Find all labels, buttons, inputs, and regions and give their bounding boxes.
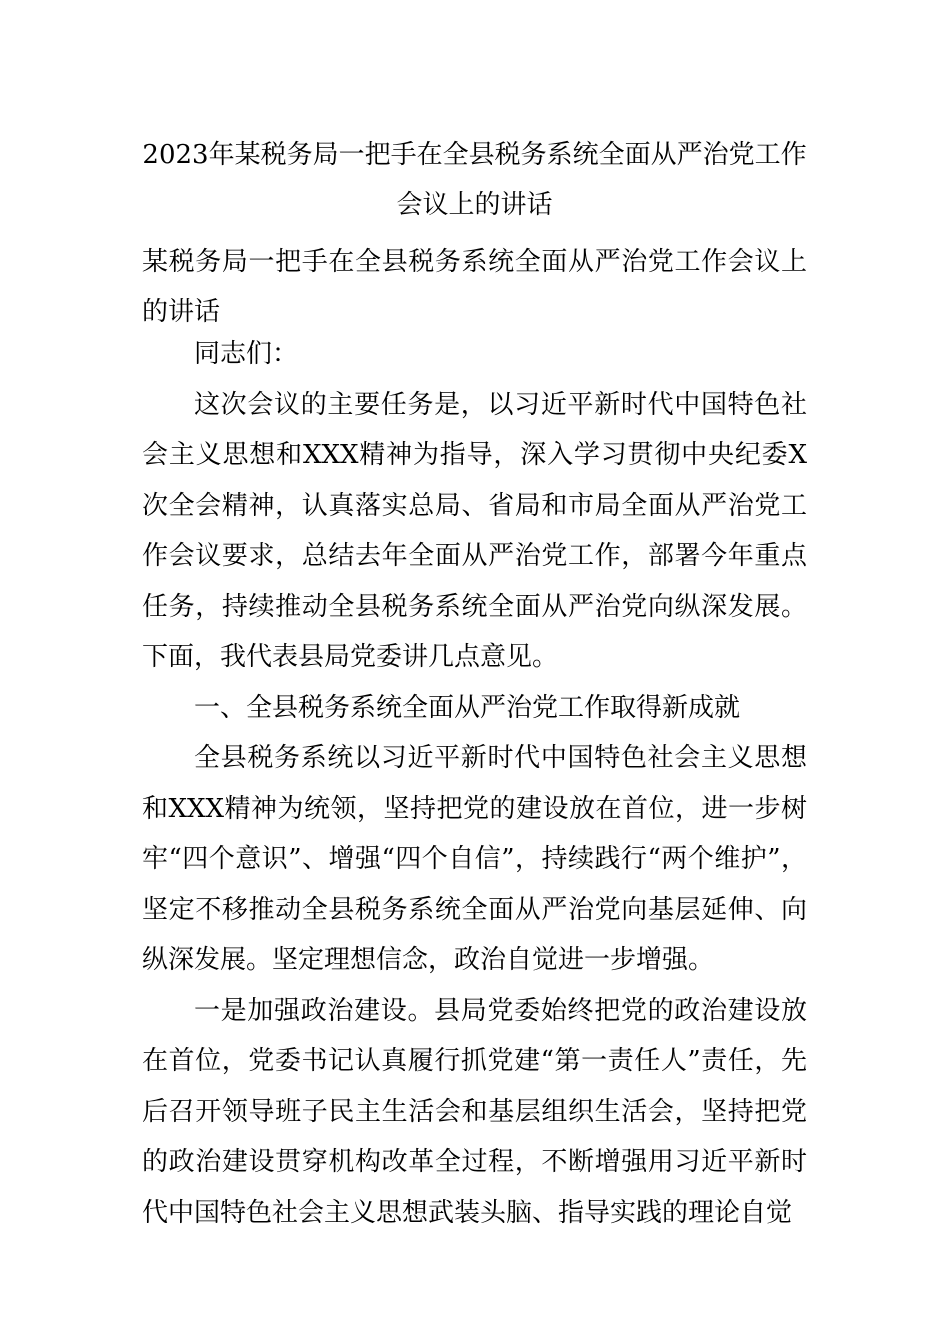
salutation: 同志们： bbox=[194, 339, 299, 369]
paragraph: 这次会议的主要任务是，以习近平新时代中国特色社会主义思想和XXX精神为指导，深入学习贯彻中央纪委X次全会精神，认真落实总局、省局和市局全面从严治党工作会议要求，总结去年全面从严治党工作，部署今年重点任务，持续推动全县税务系统全面从严治党向纵深发展。下面，我代表县局党委讲几点意见。 bbox=[142, 389, 807, 672]
document-body bbox=[142, 329, 807, 1238]
document-subtitle: 某税务局一把手在全县税务系统全面从严治党工作会议上的讲话 bbox=[142, 247, 807, 327]
paragraph: 全县税务系统以习近平新时代中国特色社会主义思想和XXX精神为统领，坚持把党的建设放在首位，进一步树牢“四个意识”、增强“四个自信”，持续践行“两个维护”，坚定不移推动全县税务系统全面从严治党向基层延伸、向纵深发展。坚定理想信念，政治自觉进一步增强。 bbox=[142, 743, 807, 975]
paragraph: 一是加强政治建设。县局党委始终把党的政治建设放在首位，党委书记认真履行抓党建“第一责任人”责任，先后召开领导班子民主生活会和基层组织生活会，坚持把党的政治建设贯穿机构改革全过程，不断增强用习近平新时代中国特色社会主义思想武装头脑、指导实践的理论自觉 bbox=[142, 995, 807, 1228]
document-title: 2023年某税务局一把手在全县税务系统全面从严治党工作会议上的讲话 bbox=[142, 140, 807, 220]
section-heading: 一、全县税务系统全面从严治党工作取得新成就 bbox=[194, 692, 741, 723]
